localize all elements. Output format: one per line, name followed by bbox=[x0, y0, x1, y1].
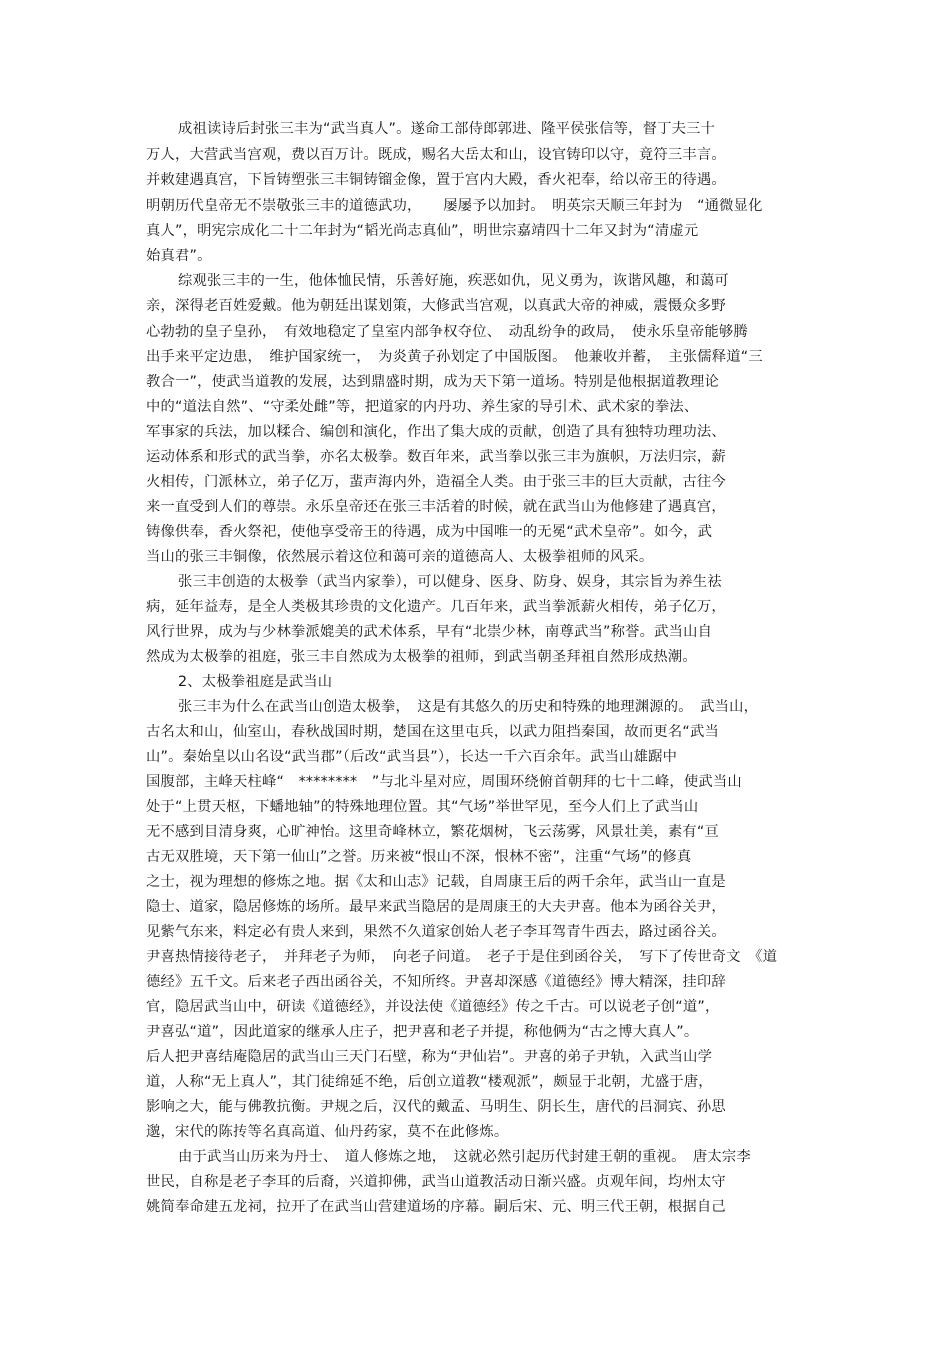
text-line: 古名太和山，仙室山，春秋战国时期，楚国在这里屯兵，以武力阻挡秦国，故而更名“武当 bbox=[146, 724, 719, 740]
text-line: 道，人称“无上真人”，其门徒绵延不绝，后创立道教“楼观派”，颇显于北朝，尤盛于唐， bbox=[146, 1074, 713, 1090]
text-line: 病，延年益寿，是全人类极其珍贵的文化遗产。几百年来，武当拳派薪火相传，弟子亿万， bbox=[146, 599, 726, 615]
text-line: 亲，深得老百姓爱戴。他为朝廷出谋划策，大修武当宫观，以真武大帝的神威，震慑众多野 bbox=[146, 298, 726, 314]
text-line: 无不感到目清身爽，心旷神怡。这里奇峰林立，繁花烟树，飞云荡雾，风景壮美，素有“亘 bbox=[146, 824, 719, 840]
text-line: 始真君”。 bbox=[146, 248, 212, 264]
text-line: 然成为太极拳的祖庭，张三丰自然成为太极拳的祖师，到武当朝圣拜祖自然形成热潮。 bbox=[146, 649, 697, 665]
text-line: 由于武当山历来为丹士、 道人修炼之地， 这就必然引起历代封建王朝的重视。 唐太宗李 bbox=[178, 1149, 751, 1165]
text-line: 风行世界，成为与少林拳派媲美的武术体系，早有“北崇少林，南尊武当”称誉。武当山自 bbox=[146, 624, 713, 640]
text-line: 综观张三丰的一生，他体恤民情，乐善好施，疾恶如仇，见义勇为，诙谐风趣，和蔼可 bbox=[178, 273, 729, 289]
text-line: 德经》五千文。后来老子西出函谷关，不知所终。尹喜却深感《道德经》博大精深，挂印辞 bbox=[146, 974, 726, 990]
text-line: 姚简奉命建五龙祠，拉开了在武当山营建道场的序幕。嗣后宋、元、明三代王朝，根据自己 bbox=[146, 1199, 726, 1215]
text-line: 官，隐居武当山中，研读《道德经》，并设法使《道德经》传之千古。可以说老子创“道”， bbox=[146, 999, 720, 1015]
text-line: 尹喜弘“道”，因此道家的继承人庄子，把尹喜和老子并提，称他俩为“古之博大真人”。 bbox=[146, 1024, 699, 1040]
text-line: 山”。秦始皇以山名设“武当郡”（后改“武当县”），长达一千六百余年。武当山雄踞中 bbox=[146, 749, 678, 765]
text-line: 明朝历代皇帝无不崇敬张三丰的道德武功， 屡屡予以加封。 明英宗天顺三年封为 “通微显化 bbox=[146, 198, 763, 214]
text-line: 国腹部，主峰天柱峰“ ******** ”与北斗星对应，周围环绕俯首朝拜的七十二峰，使武当山 bbox=[146, 774, 742, 790]
text-line: 运动体系和形式的武当拳，亦名太极拳。数百年来，武当拳以张三丰为旗帜，万法归宗，薪 bbox=[146, 449, 726, 465]
text-line: 邈，宋代的陈抟等名真高道、仙丹药家，莫不在此修炼。 bbox=[146, 1124, 509, 1140]
text-line: 成祖读诗后封张三丰为“武当真人”。遂命工部侍郎郭进、隆平侯张信等，督丁夫三十 bbox=[178, 121, 716, 137]
section-heading: 2、太极拳祖庭是武当山 bbox=[178, 674, 333, 690]
text-line: 张三丰创造的太极拳（武当内家拳），可以健身、医身、防身、娱身，其宗旨为养生祛 bbox=[178, 574, 722, 590]
text-line: 古无双胜境，天下第一仙山”之誉。历来被“恨山不深，恨林不密”，注重“气场”的修真 bbox=[146, 849, 692, 865]
text-line: 隐士、道家，隐居修炼的场所。最早来武当隐居的是周康王的大夫尹喜。他本为函谷关尹， bbox=[146, 899, 726, 915]
text-line: 来一直受到人们的尊崇。永乐皇帝还在张三丰活着的时候，就在武当山为他修建了遇真宫， bbox=[146, 499, 726, 515]
text-line: 之士，视为理想的修炼之地。据《太和山志》记载，自周康王后的两千余年，武当山一直是 bbox=[146, 874, 726, 890]
text-line: 出手来平定边患， 维护国家统一， 为炎黄子孙划定了中国版图。 他兼收并蓄， 主张儒释道“三 bbox=[146, 349, 763, 365]
text-line: 军事家的兵法，加以糅合、编创和演化，作出了集大成的贡献，创造了具有独特功理功法、 bbox=[146, 424, 726, 440]
text-line: 火相传，门派林立，弟子亿万，蜚声海内外，造福全人类。由于张三丰的巨大贡献，古往今 bbox=[146, 474, 726, 490]
text-line: 万人，大营武当宫观，费以百万计。既成，赐名大岳太和山，设官铸印以守，竟符三丰言。 bbox=[146, 147, 726, 163]
text-line: 教合一”，使武当道教的发展，达到鼎盛时期，成为天下第一道场。特别是他根据道教理论 bbox=[146, 374, 719, 390]
text-line: 真人”，明宪宗成化二十二年封为“韬光尚志真仙”，明世宗嘉靖四十二年又封为“清虚元 bbox=[146, 223, 699, 239]
text-line: 当山的张三丰铜像，依然展示着这位和蔼可亲的道德高人、太极拳祖师的风采。 bbox=[146, 549, 654, 565]
text-line: 尹喜热情接待老子， 并拜老子为师， 向老子问道。 老子于是住到函谷关， 写下了传世奇文 《道 bbox=[146, 949, 778, 965]
text-line: 并敕建遇真宫，下旨铸塑张三丰铜铸镏金像，置于宫内大殿，香火祀奉，给以帝王的待遇。 bbox=[146, 172, 726, 188]
text-line: 中的“道法自然”、“守柔处雌”等，把道家的内丹功、养生家的导引术、武术家的拳法、 bbox=[146, 399, 699, 415]
text-line: 世民，自称是老子李耳的后裔，兴道抑佛，武当山道教活动日渐兴盛。贞观年间，均州太守 bbox=[146, 1174, 726, 1190]
text-line: 后人把尹喜结庵隐居的武当山三天门石壁，称为“尹仙岩”。尹喜的弟子尹轨，入武当山学 bbox=[146, 1049, 713, 1065]
text-line: 见紫气东来，料定必有贵人来到，果然不久道家创始人老子李耳驾青牛西去，路过函谷关。 bbox=[146, 924, 726, 940]
text-line: 心勃勃的皇子皇孙， 有效地稳定了皇室内部争权夺位、 动乱纷争的政局， 使永乐皇帝能够腾 bbox=[146, 324, 748, 340]
text-line: 张三丰为什么在武当山创造太极拳， 这是有其悠久的历史和特殊的地理渊源的。 武当山， bbox=[178, 699, 759, 715]
text-line: 影响之大，能与佛教抗衡。尹规之后，汉代的戴孟、马明生、阴长生，唐代的吕洞宾、孙思 bbox=[146, 1099, 726, 1115]
text-line: 铸像供奉，香火祭祀，使他享受帝王的待遇，成为中国唯一的无冕“武术皇帝”。如今，武 bbox=[146, 524, 713, 540]
text-line: 处于“上贯天枢，下蟠地轴”的特殊地理位置。其“气场”举世罕见，至今人们上了武当山 bbox=[146, 799, 699, 815]
